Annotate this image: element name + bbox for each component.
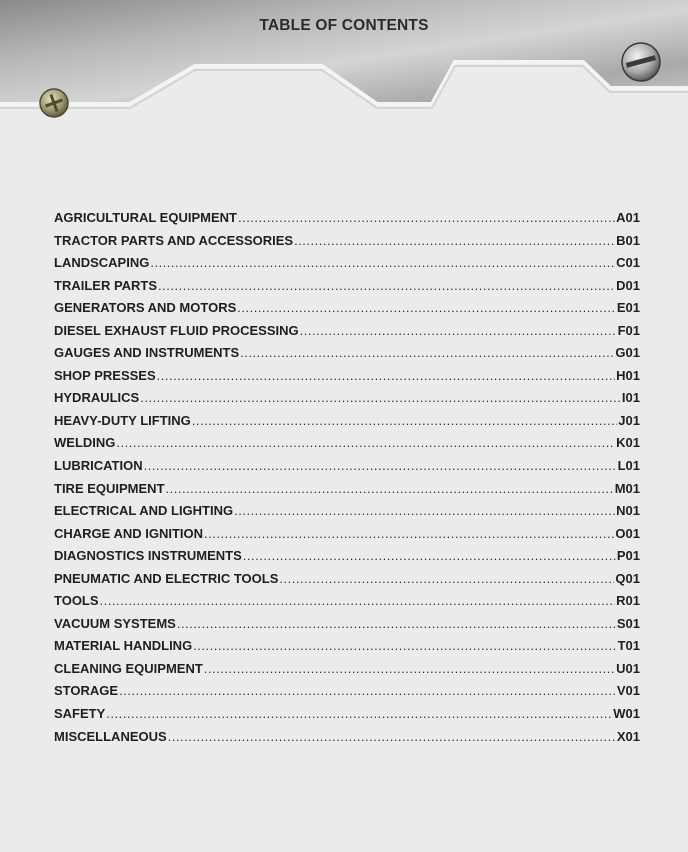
toc-entry-label: LANDSCAPING	[54, 255, 150, 271]
toc-entry-page: J01	[618, 412, 640, 428]
toc-entry-label: MATERIAL HANDLING	[54, 638, 193, 654]
toc-entry-label: HYDRAULICS	[54, 390, 140, 406]
dot-leader	[234, 503, 615, 518]
dot-leader	[279, 571, 614, 586]
dot-leader	[116, 435, 615, 450]
toc-entry-label: VACUUM SYSTEMS	[54, 615, 176, 631]
toc-entry-label: SHOP PRESSES	[54, 367, 156, 383]
toc-entry-label: AGRICULTURAL EQUIPMENT	[54, 210, 237, 225]
toc-entry-page: A01	[616, 210, 640, 225]
dot-leader	[106, 706, 612, 721]
dot-leader	[238, 210, 615, 225]
toc-entry-label: SAFETY	[54, 706, 106, 722]
toc-entry[interactable]	[54, 661, 640, 684]
toc-entry[interactable]	[54, 210, 640, 233]
dot-leader	[158, 278, 615, 293]
toc-entry-page: L01	[617, 458, 640, 474]
toc-entry-page: P01	[616, 548, 640, 564]
toc-entry-page: X01	[616, 728, 640, 744]
toc-entry-page: W01	[613, 706, 640, 722]
toc-entry-label: TOOLS	[54, 593, 99, 609]
toc-entry-page: B01	[616, 232, 640, 248]
toc-entry-page: C01	[616, 255, 640, 271]
dot-leader	[168, 729, 616, 744]
dot-leader	[237, 300, 616, 315]
toc-entry-label: DIESEL EXHAUST FLUID PROCESSING	[54, 322, 299, 338]
toc-entry-page: H01	[616, 367, 640, 383]
dot-leader	[100, 593, 616, 608]
dot-leader	[157, 368, 616, 383]
toc-entry[interactable]	[54, 368, 640, 391]
toc-entry-page: I01	[621, 390, 640, 406]
toc-entry-page: V01	[616, 683, 640, 699]
toc-entry[interactable]	[54, 593, 640, 616]
toc-entry-label: CHARGE AND IGNITION	[54, 525, 204, 541]
dot-leader	[294, 233, 615, 248]
toc-entry[interactable]	[54, 278, 640, 301]
dot-leader	[166, 481, 614, 496]
toc-entry[interactable]	[54, 435, 640, 458]
dot-leader	[177, 616, 616, 631]
toc-entry[interactable]	[54, 729, 640, 752]
toc-entry-label: CLEANING EQUIPMENT	[54, 660, 203, 676]
dot-leader	[140, 390, 621, 405]
toc-entry-page: U01	[616, 660, 640, 676]
toc-entry-page: D01	[616, 277, 640, 293]
toc-entry-page: S01	[616, 615, 640, 631]
toc-entry[interactable]	[54, 458, 640, 481]
toc-entry-page: N01	[616, 503, 640, 519]
toc-entry-label: MISCELLANEOUS	[54, 728, 167, 744]
toc-entry-label: ELECTRICAL AND LIGHTING	[54, 503, 234, 519]
toc-entry-page: E01	[616, 300, 640, 316]
toc-entry[interactable]	[54, 548, 640, 571]
toc-entry[interactable]	[54, 683, 640, 706]
toc-entry-page: O01	[615, 525, 640, 541]
toc-entry[interactable]	[54, 390, 640, 413]
toc-entry[interactable]	[54, 571, 640, 594]
dot-leader	[243, 548, 616, 563]
toc-entry[interactable]	[54, 300, 640, 323]
toc-entry[interactable]	[54, 323, 640, 346]
dot-leader	[204, 526, 614, 541]
toc-entry-page: G01	[615, 345, 640, 361]
toc-entry-page: T01	[617, 638, 640, 654]
toc-entry[interactable]	[54, 503, 640, 526]
dot-leader	[119, 683, 616, 698]
toc-entry[interactable]	[54, 345, 640, 368]
screw-right-icon	[622, 43, 660, 81]
toc-entry-label: TRACTOR PARTS AND ACCESSORIES	[54, 232, 294, 248]
dot-leader	[192, 413, 618, 428]
table-of-contents	[54, 210, 640, 751]
toc-entry-label: WELDING	[54, 435, 116, 451]
dot-leader	[144, 458, 617, 473]
toc-entry-label: TRAILER PARTS	[54, 277, 158, 293]
dot-leader	[193, 638, 616, 653]
toc-entry[interactable]	[54, 255, 640, 278]
toc-entry-label: HEAVY-DUTY LIFTING	[54, 412, 191, 428]
dot-leader	[204, 661, 615, 676]
toc-entry[interactable]	[54, 706, 640, 729]
toc-entry-page: Q01	[615, 570, 640, 586]
toc-entry-page: M01	[614, 480, 640, 496]
toc-entry-label: DIAGNOSTICS INSTRUMENTS	[54, 548, 242, 564]
toc-entry-label: LUBRICATION	[54, 458, 143, 474]
toc-entry-page: R01	[616, 593, 640, 609]
dot-leader	[150, 255, 615, 270]
toc-entry-page: K01	[616, 435, 640, 451]
dot-leader	[300, 323, 617, 338]
toc-entry-page: F01	[617, 322, 640, 338]
page-title: TABLE OF CONTENTS	[259, 17, 429, 34]
toc-entry[interactable]	[54, 526, 640, 549]
toc-entry[interactable]	[54, 233, 640, 256]
toc-entry-label: GENERATORS AND MOTORS	[54, 300, 237, 316]
toc-entry-label: PNEUMATIC AND ELECTRIC TOOLS	[54, 570, 279, 586]
toc-entry[interactable]	[54, 413, 640, 436]
toc-entry[interactable]	[54, 638, 640, 661]
toc-entry-label: STORAGE	[54, 683, 119, 699]
screw-left-icon	[40, 89, 68, 117]
toc-entry[interactable]	[54, 481, 640, 504]
dot-leader	[240, 345, 614, 360]
toc-entry[interactable]	[54, 616, 640, 639]
toc-entry-label: TIRE EQUIPMENT	[54, 480, 165, 496]
toc-entry-label: GAUGES AND INSTRUMENTS	[54, 345, 240, 361]
